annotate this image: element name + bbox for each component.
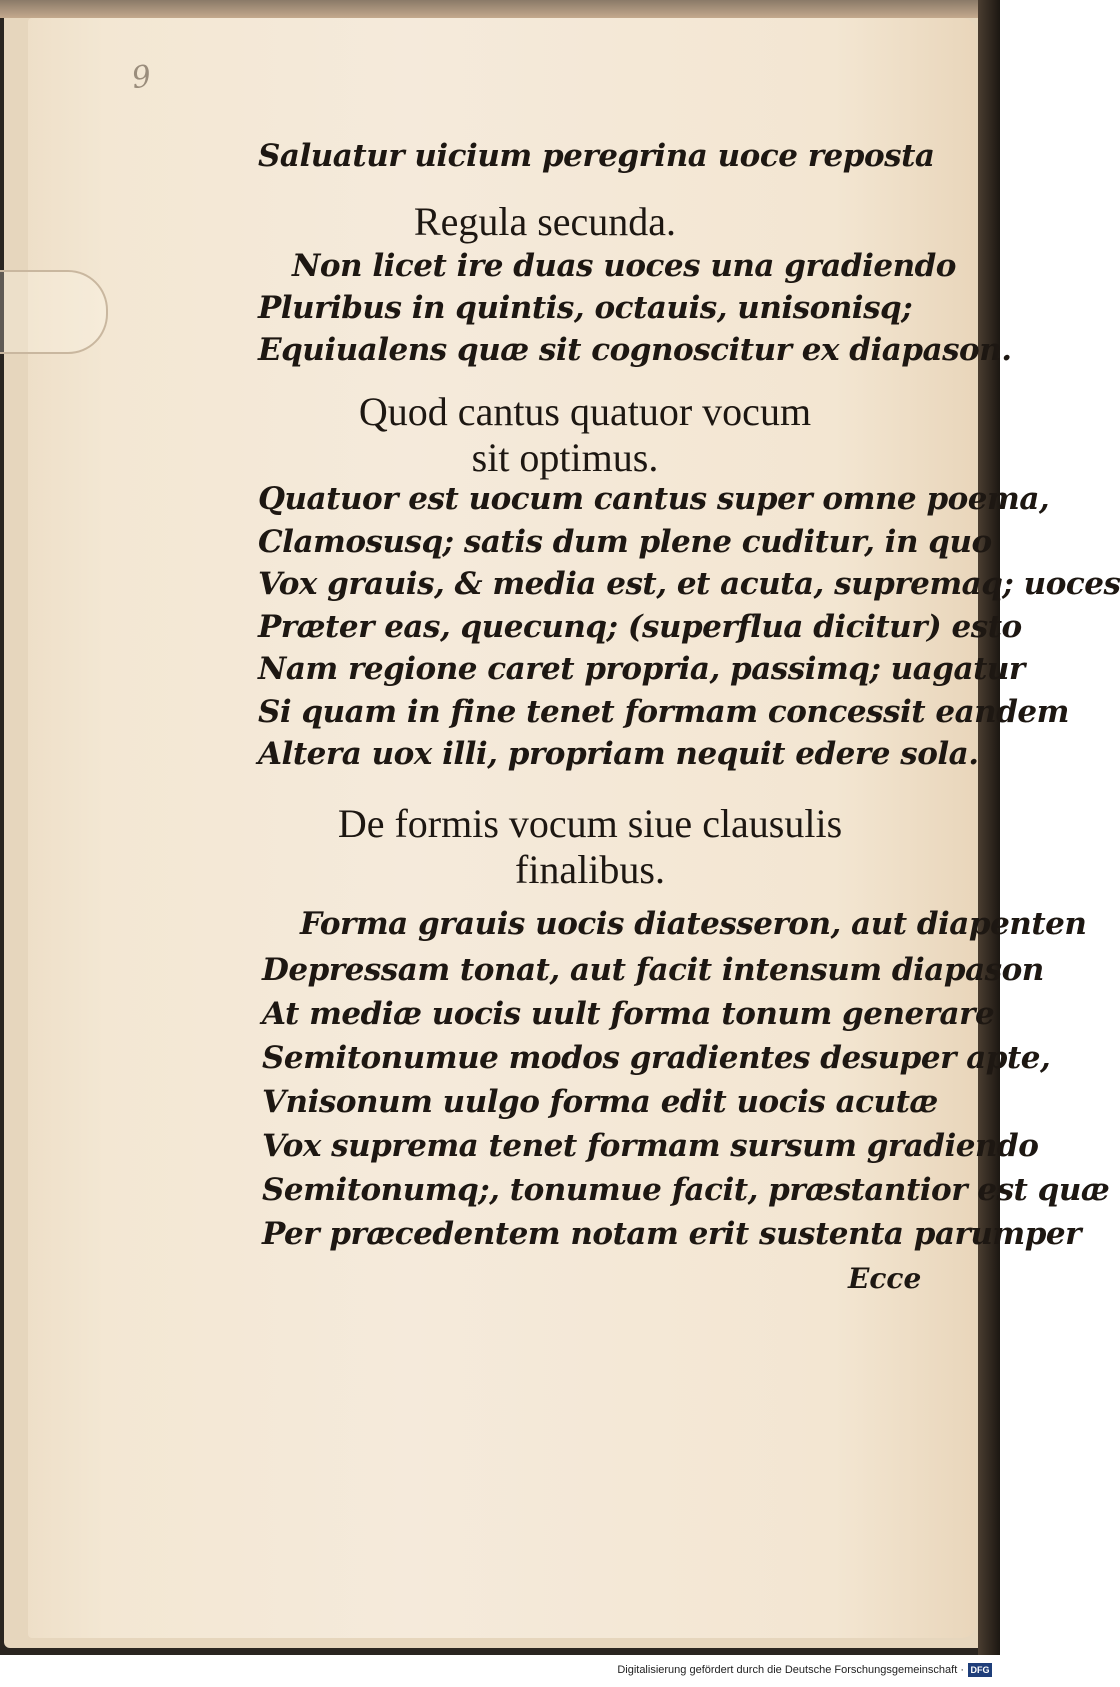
page-right-shadow bbox=[978, 0, 1000, 1655]
text-line-11: Altera uox illi, propriam nequit edere sola. bbox=[258, 736, 979, 772]
text-line-18: Semitonumq;, tonumue facit, præstantior est quæ bbox=[262, 1172, 1110, 1208]
binding-top-edge bbox=[0, 0, 1000, 18]
text-line-8: Præter eas, quecunq; (superflua dicitur) esto bbox=[258, 609, 1022, 645]
page-clip-tab bbox=[0, 270, 108, 354]
text-line-5: Quatuor est uocum cantus super omne poema, bbox=[258, 481, 1050, 517]
text-line-1: Saluatur uicium peregrina uoce reposta bbox=[258, 138, 935, 174]
text-line-4: Equiualens quæ sit cognoscitur ex diapason. bbox=[258, 332, 1012, 368]
heading-sit-optimus: sit optimus. bbox=[471, 435, 659, 480]
text-line-6: Clamosusq; satis dum plene cuditur, in quo bbox=[258, 524, 992, 560]
digitization-footer bbox=[0, 1655, 1000, 1687]
text-line-15: Semitonumue modos gradientes desuper apte, bbox=[262, 1040, 1051, 1076]
text-line-9: Nam regione caret propria, passimq; uagatur bbox=[258, 651, 1025, 687]
folio-mark: 9 bbox=[129, 58, 154, 97]
heading-regula-secunda: Regula secunda. bbox=[413, 199, 677, 244]
text-line-19: Per præcedentem notam erit sustenta parumper bbox=[262, 1216, 1081, 1252]
text-line-2: Non licet ire duas uoces una gradiendo bbox=[292, 248, 956, 284]
text-line-12: Forma grauis uocis diatesseron, aut diapenten bbox=[300, 906, 1087, 942]
text-line-17: Vox suprema tenet formam sursum gradiendo bbox=[262, 1128, 1039, 1164]
heading-finalibus: finalibus. bbox=[515, 847, 665, 892]
catchword: Ecce bbox=[848, 1262, 922, 1295]
text-line-16: Vnisonum uulgo forma edit uocis acutæ bbox=[262, 1084, 938, 1120]
text-line-3: Pluribus in quintis, octauis, unisonisq; bbox=[258, 290, 913, 326]
text-line-7: Vox grauis, & media est, et acuta, supremaq; uoces bbox=[258, 566, 1120, 602]
heading-de-formis: De formis vocum siue clausulis bbox=[337, 801, 843, 846]
text-line-10: Si quam in fine tenet formam concessit eandem bbox=[258, 694, 1069, 730]
footer-credit-text: Digitalisierung gefördert durch die Deutsche Forschungsgemeinschaft · bbox=[617, 1664, 964, 1676]
text-line-13: Depressam tonat, aut facit intensum diapason bbox=[262, 952, 1044, 988]
heading-quod-cantus: Quod cantus quatuor vocum bbox=[358, 389, 812, 434]
dfg-logo: DFG bbox=[968, 1663, 992, 1677]
text-line-14: At mediæ uocis uult forma tonum generare bbox=[262, 996, 995, 1032]
